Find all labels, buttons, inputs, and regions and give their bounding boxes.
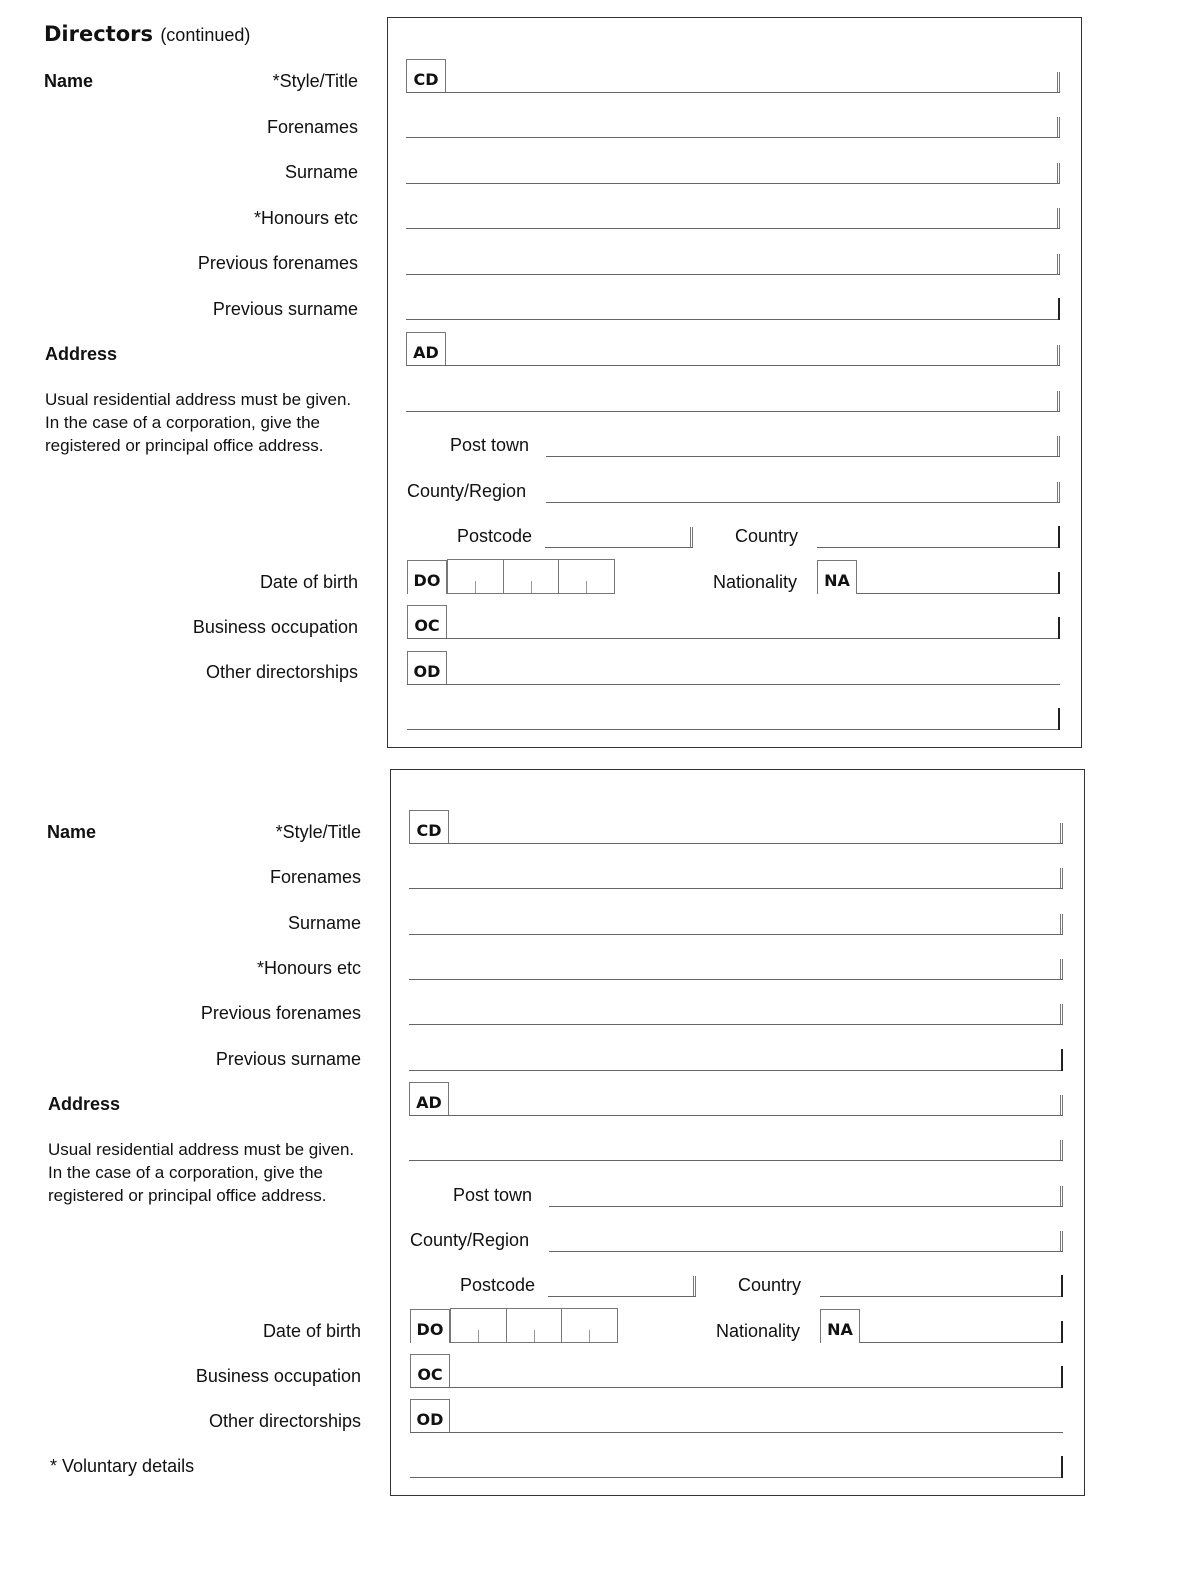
address-label: Address <box>48 1094 121 1114</box>
county-region-field[interactable] <box>546 502 1060 503</box>
field-end-mark <box>1057 345 1060 365</box>
field-end-mark <box>1057 482 1060 502</box>
other-directorships-field[interactable] <box>407 684 1060 685</box>
field-end-mark <box>1060 1095 1063 1115</box>
address-note-1: Usual residential address must be given. <box>48 1140 355 1159</box>
field-end-mark <box>1058 708 1060 730</box>
country-field[interactable] <box>820 1296 1063 1297</box>
surname-label: Surname <box>287 913 361 933</box>
field-end-mark <box>690 527 693 547</box>
post-town-label: Post town <box>450 435 530 455</box>
address-line-2-field[interactable] <box>406 411 1060 412</box>
title-continued: (continued) <box>160 25 251 45</box>
code-do: DO <box>410 1309 450 1343</box>
forenames-field[interactable] <box>406 137 1060 138</box>
country-label: Country <box>735 526 799 546</box>
country-field[interactable] <box>817 547 1060 548</box>
code-ad: AD <box>409 1082 449 1115</box>
style-title-field[interactable] <box>406 92 1060 93</box>
business-occupation-label: Business occupation <box>192 617 358 637</box>
previous-surname-label: Previous surname <box>212 299 358 319</box>
field-end-mark <box>1057 436 1060 456</box>
address-line-1-field[interactable] <box>406 365 1060 366</box>
business-occupation-field[interactable] <box>410 1387 1063 1388</box>
field-end-mark <box>1060 868 1063 888</box>
date-of-birth-field[interactable] <box>450 1308 618 1343</box>
honours-field[interactable] <box>409 979 1063 980</box>
field-end-mark <box>1061 1366 1063 1388</box>
field-end-mark <box>1057 208 1060 228</box>
surname-field[interactable] <box>406 183 1060 184</box>
field-end-mark <box>1057 163 1060 183</box>
address-note-2: In the case of a corporation, give the <box>48 1163 324 1182</box>
previous-forenames-field[interactable] <box>409 1024 1063 1025</box>
code-na: NA <box>817 560 857 594</box>
name-label: Name <box>47 822 97 842</box>
forenames-field[interactable] <box>409 888 1063 889</box>
code-oc: OC <box>410 1354 450 1388</box>
style-title-label: *Style/Title <box>275 822 361 842</box>
county-region-label: County/Region <box>407 481 527 501</box>
page-title <box>44 22 250 46</box>
post-town-field[interactable] <box>546 456 1060 457</box>
title-text: Directors <box>44 22 153 46</box>
post-town-label: Post town <box>453 1185 533 1205</box>
nationality-field[interactable] <box>860 1342 1063 1343</box>
field-end-mark <box>1057 391 1060 411</box>
previous-forenames-label: Previous forenames <box>197 253 358 273</box>
forenames-label: Forenames <box>266 117 358 137</box>
previous-surname-field[interactable] <box>406 319 1060 320</box>
county-region-label: County/Region <box>410 1230 530 1250</box>
voluntary-details-footnote: * Voluntary details <box>50 1456 195 1476</box>
business-occupation-field[interactable] <box>407 638 1060 639</box>
county-region-field[interactable] <box>549 1251 1063 1252</box>
address-note-3: registered or principal office address. <box>48 1186 327 1205</box>
nationality-label: Nationality <box>713 572 798 592</box>
field-end-mark <box>1057 117 1060 137</box>
style-title-label: *Style/Title <box>272 71 358 91</box>
other-directorships-label: Other directorships <box>208 1411 361 1431</box>
field-end-mark <box>1060 1004 1063 1024</box>
other-directorships-field-2[interactable] <box>410 1477 1063 1478</box>
field-end-mark <box>1058 572 1060 594</box>
address-note-3: registered or principal office address. <box>45 436 324 455</box>
honours-field[interactable] <box>406 228 1060 229</box>
address-note-1: Usual residential address must be given. <box>45 390 352 409</box>
code-ad: AD <box>406 332 446 365</box>
field-end-mark <box>1058 617 1060 639</box>
previous-surname-field[interactable] <box>409 1070 1063 1071</box>
field-end-mark <box>1057 72 1060 92</box>
surname-field[interactable] <box>409 934 1063 935</box>
other-directorships-field-2[interactable] <box>407 729 1060 730</box>
address-line-2-field[interactable] <box>409 1160 1063 1161</box>
style-title-field[interactable] <box>409 843 1063 844</box>
field-end-mark <box>1060 1186 1063 1206</box>
name-label: Name <box>44 71 94 91</box>
field-end-mark <box>1061 1321 1063 1343</box>
post-town-field[interactable] <box>549 1206 1063 1207</box>
postcode-field[interactable] <box>548 1296 696 1297</box>
address-line-1-field[interactable] <box>409 1115 1063 1116</box>
honours-label: *Honours etc <box>256 958 361 978</box>
postcode-label: Postcode <box>457 526 533 546</box>
nationality-field[interactable] <box>857 593 1060 594</box>
date-of-birth-label: Date of birth <box>262 1321 361 1341</box>
field-end-mark <box>1060 1231 1063 1251</box>
address-label: Address <box>45 344 118 364</box>
address-note-2: In the case of a corporation, give the <box>45 413 321 432</box>
date-of-birth-label: Date of birth <box>259 572 358 592</box>
field-end-mark <box>1060 959 1063 979</box>
field-end-mark <box>1061 1275 1063 1297</box>
previous-surname-label: Previous surname <box>215 1049 361 1069</box>
field-end-mark <box>1058 526 1060 548</box>
country-label: Country <box>738 1275 802 1295</box>
code-do: DO <box>407 560 447 594</box>
previous-forenames-field[interactable] <box>406 274 1060 275</box>
code-na: NA <box>820 1309 860 1343</box>
postcode-label: Postcode <box>460 1275 536 1295</box>
field-end-mark <box>1058 298 1060 320</box>
other-directorships-field[interactable] <box>410 1432 1063 1433</box>
field-end-mark <box>1061 1049 1063 1071</box>
code-oc: OC <box>407 605 447 639</box>
postcode-field[interactable] <box>545 547 693 548</box>
field-end-mark <box>1057 254 1060 274</box>
code-od: OD <box>410 1399 450 1433</box>
business-occupation-label: Business occupation <box>195 1366 361 1386</box>
field-end-mark <box>1060 823 1063 843</box>
honours-label: *Honours etc <box>253 208 358 228</box>
code-cd: CD <box>406 59 446 92</box>
other-directorships-label: Other directorships <box>205 662 358 682</box>
code-cd: CD <box>409 810 449 843</box>
field-end-mark <box>1060 1140 1063 1160</box>
nationality-label: Nationality <box>716 1321 801 1341</box>
previous-forenames-label: Previous forenames <box>200 1003 361 1023</box>
date-of-birth-field[interactable] <box>447 559 615 594</box>
code-od: OD <box>407 651 447 685</box>
forenames-label: Forenames <box>269 867 361 887</box>
field-end-mark <box>1060 914 1063 934</box>
field-end-mark <box>693 1276 696 1296</box>
surname-label: Surname <box>284 162 358 182</box>
field-end-mark <box>1061 1456 1063 1478</box>
